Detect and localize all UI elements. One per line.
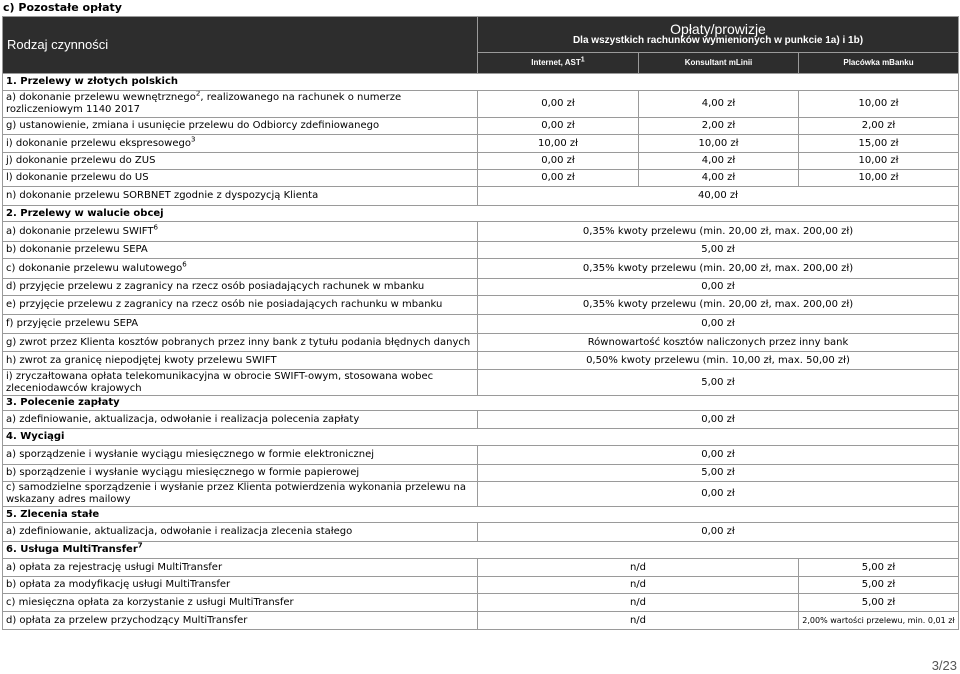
activity-label — [3, 411, 478, 429]
table-row — [3, 259, 959, 279]
fee-value: 5,00 zł — [799, 594, 959, 612]
fees-header — [478, 17, 959, 53]
label-text: h) zwrot za granicę niepodjętej kwoty przelewu SWIFT — [6, 354, 277, 366]
table-row — [3, 187, 959, 206]
fees-table — [2, 16, 959, 630]
fee-value: 0,35% kwoty przelewu (min. 20,00 zł, max. 200,00 zł) — [478, 222, 959, 242]
activity-label — [3, 370, 478, 396]
activity-label — [3, 170, 478, 187]
activity-label — [3, 153, 478, 170]
label-text: 4. Wyciągi — [6, 431, 65, 442]
table-row — [3, 594, 959, 612]
activity-label — [3, 594, 478, 612]
activity-label — [3, 559, 478, 577]
fee-value: 5,00 zł — [478, 465, 959, 482]
fee-value: Równowartość kosztów naliczonych przez inny bank — [478, 334, 959, 352]
label-text: f) przyjęcie przelewu SEPA — [6, 318, 139, 329]
label-text: c) samodzielne sporządzenie i wysłanie przez Klienta potwierdzenia wykonania przelewu na wskazany adres mailowy — [6, 482, 467, 505]
activity-label — [3, 279, 478, 296]
table-row — [3, 559, 959, 577]
fee-value: 10,00 zł — [478, 135, 639, 153]
col-consultant-header: Konsultant mLinii — [639, 53, 799, 74]
activity-label — [3, 482, 478, 507]
table-row — [3, 334, 959, 352]
fee-value: 10,00 zł — [799, 91, 959, 118]
table-row — [3, 222, 959, 242]
table-row — [3, 411, 959, 429]
activity-label — [3, 259, 478, 279]
fee-value: 15,00 zł — [799, 135, 959, 153]
section-title — [3, 74, 959, 91]
fee-value: 2,00% wartości przelewu, min. 0,01 zł — [799, 612, 959, 630]
fee-value: 10,00 zł — [799, 170, 959, 187]
fee-value: 40,00 zł — [478, 187, 959, 206]
fee-value: 0,00 zł — [478, 411, 959, 429]
activity-label — [3, 465, 478, 482]
section-title — [3, 507, 959, 523]
label-text: g) ustanowienie, zmiana i usunięcie przelewu do Odbiorcy zdefiniowanego — [6, 120, 380, 131]
fee-value: 0,00 zł — [478, 279, 959, 296]
table-row — [3, 153, 959, 170]
col-internet-header — [478, 53, 639, 74]
fee-value: 2,00 zł — [639, 118, 799, 135]
fee-value: 4,00 zł — [639, 91, 799, 118]
activity-label — [3, 352, 478, 370]
fee-value: 0,00 zł — [478, 170, 639, 187]
fees-title: Opłaty/prowizje — [670, 20, 766, 37]
label-text: i) zryczałtowana opłata telekomunikacyjna w obrocie SWIFT-owym, stosowana wobec zleceniodawców krajowych — [6, 370, 434, 394]
section-row — [3, 396, 959, 411]
label-text: l) dokonanie przelewu do US — [6, 172, 149, 183]
label-text: a) zdefiniowanie, aktualizacja, odwołanie i realizacja polecenia zapłaty — [6, 413, 360, 425]
table-row — [3, 446, 959, 465]
section-row — [3, 206, 959, 222]
activity-label — [3, 187, 478, 206]
section-title — [3, 206, 959, 222]
activity-label — [3, 91, 478, 118]
fee-value: n/d — [478, 612, 799, 630]
section-title — [3, 542, 959, 559]
section-row — [3, 429, 959, 446]
fee-value: 2,00 zł — [799, 118, 959, 135]
section-row — [3, 542, 959, 559]
table-row — [3, 523, 959, 542]
label-text-cont: , realizowanego na rachunek o numerze rozliczeniowym 1140 2017 — [6, 92, 402, 115]
activity-label — [3, 118, 478, 135]
fee-value: 0,00 zł — [478, 91, 639, 118]
col-internet-footnote: 1 — [580, 56, 585, 64]
table-row — [3, 135, 959, 153]
label-text: g) zwrot przez Klienta kosztów pobranych przez inny bank z tytułu podania błędnych danych — [6, 336, 471, 348]
fee-value: 5,00 zł — [799, 559, 959, 577]
footnote-marker: 6 — [182, 260, 187, 269]
fee-value: n/d — [478, 559, 799, 577]
table-row — [3, 370, 959, 396]
label-text: 6. Usługa MultiTransfer — [6, 544, 138, 555]
fee-value: 0,35% kwoty przelewu (min. 20,00 zł, max. 200,00 zł) — [478, 296, 959, 315]
page-number: 3/23 — [931, 658, 957, 673]
activity-label — [3, 612, 478, 630]
fee-value: n/d — [478, 577, 799, 594]
fee-value: 10,00 zł — [639, 135, 799, 153]
fee-value: 0,00 zł — [478, 153, 639, 170]
activity-label — [3, 334, 478, 352]
label-text: d) przyjęcie przelewu z zagranicy na rzecz osób posiadających rachunek w mbanku — [6, 281, 425, 292]
section-title — [3, 396, 959, 411]
fee-value: 4,00 zł — [639, 170, 799, 187]
section-row — [3, 74, 959, 91]
header-row-1 — [3, 17, 959, 53]
table-row — [3, 91, 959, 118]
activity-label — [3, 296, 478, 315]
label-text: a) sporządzenie i wysłanie wyciągu miesięcznego w formie elektronicznej — [6, 449, 375, 460]
activity-label — [3, 242, 478, 259]
col-internet-label: Internet, AST — [531, 58, 581, 67]
label-text: 2. Przelewy w walucie obcej — [6, 207, 164, 219]
table-row — [3, 577, 959, 594]
label-text: 3. Polecenie zapłaty — [6, 397, 120, 408]
footnote-marker: 2 — [195, 90, 201, 98]
activity-label — [3, 446, 478, 465]
activity-label — [3, 523, 478, 542]
fee-value: 0,50% kwoty przelewu (min. 10,00 zł, max. 50,00 zł) — [478, 352, 959, 370]
footnote-marker: 7 — [137, 541, 143, 550]
table-row — [3, 170, 959, 187]
fee-value: 5,00 zł — [478, 242, 959, 259]
table-row — [3, 242, 959, 259]
table-row — [3, 279, 959, 296]
fee-value: 0,00 zł — [478, 482, 959, 507]
fee-value: 0,00 zł — [478, 118, 639, 135]
table-row — [3, 465, 959, 482]
label-text: 5. Zlecenia stałe — [6, 508, 100, 520]
label-text: j) dokonanie przelewu do ZUS — [6, 155, 156, 166]
activity-label — [3, 315, 478, 334]
label-text: b) opłata za modyfikację usługi MultiTransfer — [6, 579, 231, 590]
fee-value: 5,00 zł — [478, 370, 959, 396]
col-branch-header: Placówka mBanku — [799, 53, 959, 74]
activity-label — [3, 222, 478, 242]
footnote-marker: 3 — [190, 135, 196, 144]
label-text: b) sporządzenie i wysłanie wyciągu miesięcznego w formie papierowej — [6, 467, 360, 478]
label-text: c) miesięczna opłata za korzystanie z usługi MultiTransfer — [6, 596, 294, 608]
label-text: n) dokonanie przelewu SORBNET zgodnie z dyspozycją Klienta — [6, 190, 319, 201]
label-text: c) dokonanie przelewu walutowego — [6, 262, 183, 274]
activity-header: Rodzaj czynności — [3, 17, 478, 74]
activity-label — [3, 577, 478, 594]
fee-value: 10,00 zł — [799, 153, 959, 170]
section-row — [3, 507, 959, 523]
label-text: a) dokonanie przelewu SWIFT — [6, 225, 154, 237]
label-text: a) opłata za rejestrację usługi MultiTransfer — [6, 561, 223, 573]
page-title: c) Pozostałe opłaty — [3, 1, 122, 14]
table-row — [3, 612, 959, 630]
section-title — [3, 429, 959, 446]
fee-value: 0,00 zł — [478, 523, 959, 542]
activity-label — [3, 135, 478, 153]
fee-value: 0,35% kwoty przelewu (min. 20,00 zł, max. 200,00 zł) — [478, 259, 959, 279]
label-text: a) dokonanie przelewu wewnętrznego — [6, 92, 196, 103]
label-text: i) dokonanie przelewu ekspresowego — [6, 137, 191, 149]
label-text: d) opłata za przelew przychodzący MultiTransfer — [6, 614, 248, 626]
table-row — [3, 315, 959, 334]
label-text: 1. Przelewy w złotych polskich — [6, 76, 179, 87]
footnote-marker: 6 — [153, 223, 158, 232]
table-row — [3, 352, 959, 370]
fee-value: 4,00 zł — [639, 153, 799, 170]
fee-value: n/d — [478, 594, 799, 612]
label-text: a) zdefiniowanie, aktualizacja, odwołanie i realizacja zlecenia stałego — [6, 526, 353, 537]
fee-value: 5,00 zł — [799, 577, 959, 594]
fee-value: 0,00 zł — [478, 315, 959, 334]
fee-value: 0,00 zł — [478, 446, 959, 465]
table-row — [3, 118, 959, 135]
label-text: b) dokonanie przelewu SEPA — [6, 244, 148, 255]
table-row — [3, 296, 959, 315]
table-row — [3, 482, 959, 507]
fees-subtitle: Dla wszystkich rachunków wymienionych w punkcie 1a) i 1b) — [572, 34, 864, 46]
label-text: e) przyjęcie przelewu z zagranicy na rzecz osób nie posiadających rachunku w mbanku — [6, 299, 443, 310]
